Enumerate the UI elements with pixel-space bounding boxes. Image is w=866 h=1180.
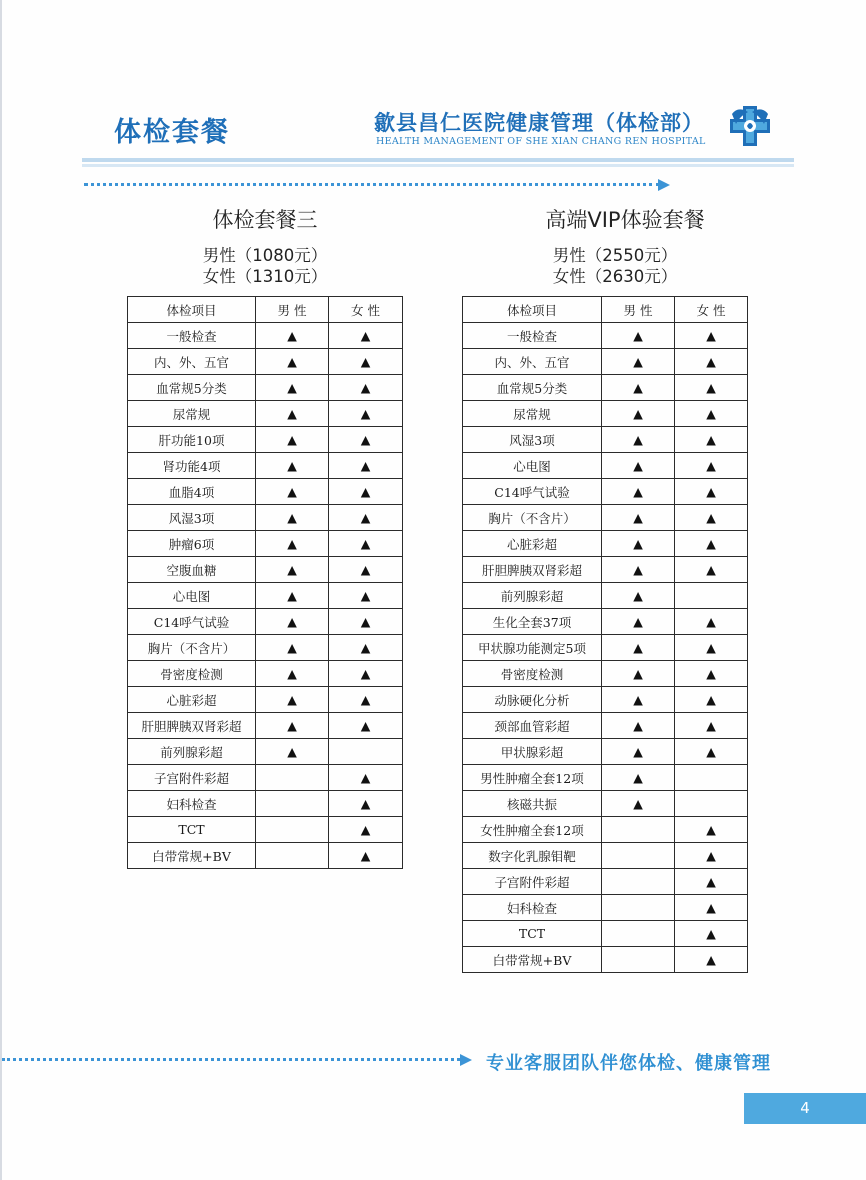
item-cell: 生化全套37项	[463, 609, 602, 635]
female-cell: ▲	[675, 817, 748, 843]
table-row	[128, 635, 403, 661]
table-row	[128, 765, 403, 791]
male-cell: ▲	[602, 375, 675, 401]
table-row	[128, 661, 403, 687]
table-row	[128, 479, 403, 505]
page-number: 4	[744, 1093, 866, 1124]
column-header: 男 性	[256, 297, 329, 323]
item-cell: 内、外、五官	[128, 349, 256, 375]
item-cell: 尿常规	[128, 401, 256, 427]
item-cell: 子宫附件彩超	[463, 869, 602, 895]
female-cell: ▲	[329, 453, 403, 479]
arrow-right-icon	[658, 179, 670, 191]
column-header: 体检项目	[463, 297, 602, 323]
price-male: 男性（1080元）	[202, 246, 328, 265]
item-cell: 骨密度检测	[128, 661, 256, 687]
item-cell: 动脉硬化分析	[463, 687, 602, 713]
column-header: 女 性	[675, 297, 748, 323]
table-row	[463, 843, 748, 869]
item-cell: 妇科检查	[463, 895, 602, 921]
male-cell: ▲	[602, 505, 675, 531]
item-cell: TCT	[463, 921, 602, 947]
female-cell: ▲	[329, 635, 403, 661]
female-cell: ▲	[675, 661, 748, 687]
item-cell: C14呼气试验	[463, 479, 602, 505]
female-cell: ▲	[329, 479, 403, 505]
item-cell: 妇科检查	[128, 791, 256, 817]
female-cell: ▲	[675, 843, 748, 869]
female-cell: ▲	[675, 947, 748, 973]
female-cell: ▲	[329, 609, 403, 635]
male-cell: ▲	[602, 765, 675, 791]
female-cell: ▲	[675, 323, 748, 349]
female-cell: ▲	[329, 375, 403, 401]
table-row	[128, 401, 403, 427]
female-cell: ▲	[675, 557, 748, 583]
table-row	[463, 765, 748, 791]
male-cell: ▲	[256, 739, 329, 765]
male-cell: ▲	[256, 583, 329, 609]
female-cell: ▲	[675, 895, 748, 921]
male-cell: ▲	[256, 375, 329, 401]
column-header: 女 性	[329, 297, 403, 323]
female-cell	[329, 739, 403, 765]
table-row	[463, 661, 748, 687]
item-cell: 心电图	[463, 453, 602, 479]
item-cell: 风湿3项	[128, 505, 256, 531]
footer-slogan: 专业客服团队伴您体检、健康管理	[486, 1053, 771, 1074]
item-cell: 前列腺彩超	[128, 739, 256, 765]
item-cell: 空腹血糖	[128, 557, 256, 583]
male-cell: ▲	[602, 557, 675, 583]
male-cell: ▲	[256, 505, 329, 531]
item-cell: 风湿3项	[463, 427, 602, 453]
table-row	[128, 427, 403, 453]
item-cell: 颈部血管彩超	[463, 713, 602, 739]
male-cell	[256, 791, 329, 817]
female-cell: ▲	[675, 427, 748, 453]
female-cell	[675, 583, 748, 609]
table-row	[463, 791, 748, 817]
male-cell: ▲	[602, 427, 675, 453]
female-cell: ▲	[329, 687, 403, 713]
female-cell: ▲	[675, 401, 748, 427]
female-cell: ▲	[329, 427, 403, 453]
male-cell: ▲	[602, 661, 675, 687]
female-cell: ▲	[675, 869, 748, 895]
male-cell: ▲	[256, 453, 329, 479]
item-cell: 肾功能4项	[128, 453, 256, 479]
table-row	[128, 375, 403, 401]
table-row	[463, 947, 748, 973]
male-cell: ▲	[602, 479, 675, 505]
section-title: 体检套餐	[114, 117, 230, 148]
table-header-row	[128, 297, 403, 323]
male-cell: ▲	[256, 427, 329, 453]
table-row	[128, 505, 403, 531]
table-row	[128, 453, 403, 479]
item-cell: 甲状腺功能测定5项	[463, 635, 602, 661]
female-cell: ▲	[675, 687, 748, 713]
female-cell: ▲	[329, 531, 403, 557]
table-row	[463, 427, 748, 453]
table-row	[463, 375, 748, 401]
item-cell: 骨密度检测	[463, 661, 602, 687]
table-row	[128, 713, 403, 739]
column-header: 体检项目	[128, 297, 256, 323]
column-header: 男 性	[602, 297, 675, 323]
male-cell: ▲	[256, 479, 329, 505]
male-cell: ▲	[602, 531, 675, 557]
package-table	[462, 296, 748, 973]
male-cell: ▲	[602, 323, 675, 349]
item-cell: 甲状腺彩超	[463, 739, 602, 765]
female-cell: ▲	[675, 453, 748, 479]
male-cell: ▲	[602, 609, 675, 635]
hospital-name-english: HEALTH MANAGEMENT OF SHE XIAN CHANG REN HOSPITAL	[376, 136, 706, 147]
table-row	[463, 921, 748, 947]
item-cell: 尿常规	[463, 401, 602, 427]
item-cell: 白带常规+BV	[128, 843, 256, 869]
price-female: 女性（2630元）	[552, 267, 678, 286]
item-cell: 血常规5分类	[128, 375, 256, 401]
male-cell: ▲	[602, 583, 675, 609]
male-cell: ▲	[602, 401, 675, 427]
male-cell: ▲	[602, 349, 675, 375]
table-row	[463, 323, 748, 349]
dotted-divider	[2, 1058, 460, 1061]
package-title: 体检套餐三	[212, 208, 318, 232]
package-title: 高端VIP体验套餐	[545, 208, 705, 232]
package-table	[127, 296, 403, 869]
table-row	[463, 401, 748, 427]
header-divider-light	[82, 164, 794, 167]
female-cell	[675, 765, 748, 791]
female-cell: ▲	[329, 505, 403, 531]
item-cell: 白带常规+BV	[463, 947, 602, 973]
male-cell: ▲	[602, 791, 675, 817]
item-cell: 子宫附件彩超	[128, 765, 256, 791]
item-cell: 心电图	[128, 583, 256, 609]
item-cell: 一般检查	[463, 323, 602, 349]
item-cell: 肝胆脾胰双肾彩超	[128, 713, 256, 739]
male-cell	[602, 817, 675, 843]
female-cell: ▲	[675, 921, 748, 947]
table-row	[463, 869, 748, 895]
male-cell: ▲	[256, 323, 329, 349]
female-cell: ▲	[329, 583, 403, 609]
table-row	[463, 349, 748, 375]
male-cell	[602, 947, 675, 973]
price-female: 女性（1310元）	[202, 267, 328, 286]
medical-cross-logo-icon	[726, 104, 774, 148]
female-cell: ▲	[675, 505, 748, 531]
male-cell	[256, 765, 329, 791]
hospital-name: 歙县昌仁医院健康管理（体检部）	[374, 111, 704, 135]
item-cell: 一般检查	[128, 323, 256, 349]
female-cell: ▲	[329, 349, 403, 375]
dotted-divider	[84, 183, 660, 186]
page-edge	[0, 0, 2, 1180]
item-cell: 血常规5分类	[463, 375, 602, 401]
female-cell: ▲	[329, 843, 403, 869]
male-cell	[602, 895, 675, 921]
item-cell: 心脏彩超	[128, 687, 256, 713]
female-cell: ▲	[329, 765, 403, 791]
male-cell: ▲	[256, 557, 329, 583]
male-cell: ▲	[256, 713, 329, 739]
item-cell: TCT	[128, 817, 256, 843]
male-cell	[256, 817, 329, 843]
table-row	[128, 687, 403, 713]
table-row	[463, 687, 748, 713]
male-cell: ▲	[602, 739, 675, 765]
female-cell: ▲	[675, 531, 748, 557]
female-cell: ▲	[329, 557, 403, 583]
table-row	[463, 739, 748, 765]
table-row	[128, 817, 403, 843]
item-cell: 肝功能10项	[128, 427, 256, 453]
male-cell: ▲	[602, 453, 675, 479]
table-row	[463, 817, 748, 843]
table-row	[463, 609, 748, 635]
table-header-row	[463, 297, 748, 323]
female-cell: ▲	[675, 635, 748, 661]
male-cell: ▲	[256, 687, 329, 713]
table-row	[128, 323, 403, 349]
female-cell: ▲	[675, 479, 748, 505]
table-row	[463, 895, 748, 921]
male-cell	[602, 921, 675, 947]
female-cell: ▲	[329, 713, 403, 739]
male-cell: ▲	[256, 349, 329, 375]
item-cell: 内、外、五官	[463, 349, 602, 375]
female-cell: ▲	[675, 375, 748, 401]
table-row	[463, 635, 748, 661]
male-cell: ▲	[256, 401, 329, 427]
female-cell: ▲	[675, 349, 748, 375]
table-row	[463, 713, 748, 739]
item-cell: 血脂4项	[128, 479, 256, 505]
item-cell: 胸片（不含片）	[463, 505, 602, 531]
item-cell: 数字化乳腺钼靶	[463, 843, 602, 869]
table-row	[128, 557, 403, 583]
item-cell: 心脏彩超	[463, 531, 602, 557]
item-cell: 肝胆脾胰双肾彩超	[463, 557, 602, 583]
female-cell: ▲	[329, 323, 403, 349]
item-cell: C14呼气试验	[128, 609, 256, 635]
table-row	[463, 557, 748, 583]
female-cell: ▲	[329, 661, 403, 687]
item-cell: 胸片（不含片）	[128, 635, 256, 661]
table-row	[128, 531, 403, 557]
item-cell: 肿瘤6项	[128, 531, 256, 557]
item-cell: 男性肿瘤全套12项	[463, 765, 602, 791]
table-row	[463, 583, 748, 609]
item-cell: 核磁共振	[463, 791, 602, 817]
male-cell: ▲	[602, 687, 675, 713]
item-cell: 女性肿瘤全套12项	[463, 817, 602, 843]
table-row	[128, 739, 403, 765]
male-cell: ▲	[602, 635, 675, 661]
female-cell: ▲	[675, 739, 748, 765]
female-cell	[675, 791, 748, 817]
table-row	[463, 505, 748, 531]
table-row	[463, 479, 748, 505]
male-cell: ▲	[602, 713, 675, 739]
female-cell: ▲	[675, 609, 748, 635]
female-cell: ▲	[329, 401, 403, 427]
table-row	[128, 843, 403, 869]
item-cell: 前列腺彩超	[463, 583, 602, 609]
male-cell: ▲	[256, 661, 329, 687]
table-row	[128, 349, 403, 375]
male-cell: ▲	[256, 635, 329, 661]
female-cell: ▲	[675, 713, 748, 739]
price-male: 男性（2550元）	[552, 246, 678, 265]
male-cell: ▲	[256, 609, 329, 635]
male-cell	[602, 869, 675, 895]
table-row	[463, 531, 748, 557]
table-row	[128, 583, 403, 609]
table-row	[463, 453, 748, 479]
table-row	[128, 609, 403, 635]
female-cell: ▲	[329, 817, 403, 843]
table-row	[128, 791, 403, 817]
male-cell: ▲	[256, 531, 329, 557]
male-cell	[602, 843, 675, 869]
arrow-right-icon	[460, 1054, 472, 1066]
female-cell: ▲	[329, 791, 403, 817]
male-cell	[256, 843, 329, 869]
header-divider	[82, 158, 794, 162]
